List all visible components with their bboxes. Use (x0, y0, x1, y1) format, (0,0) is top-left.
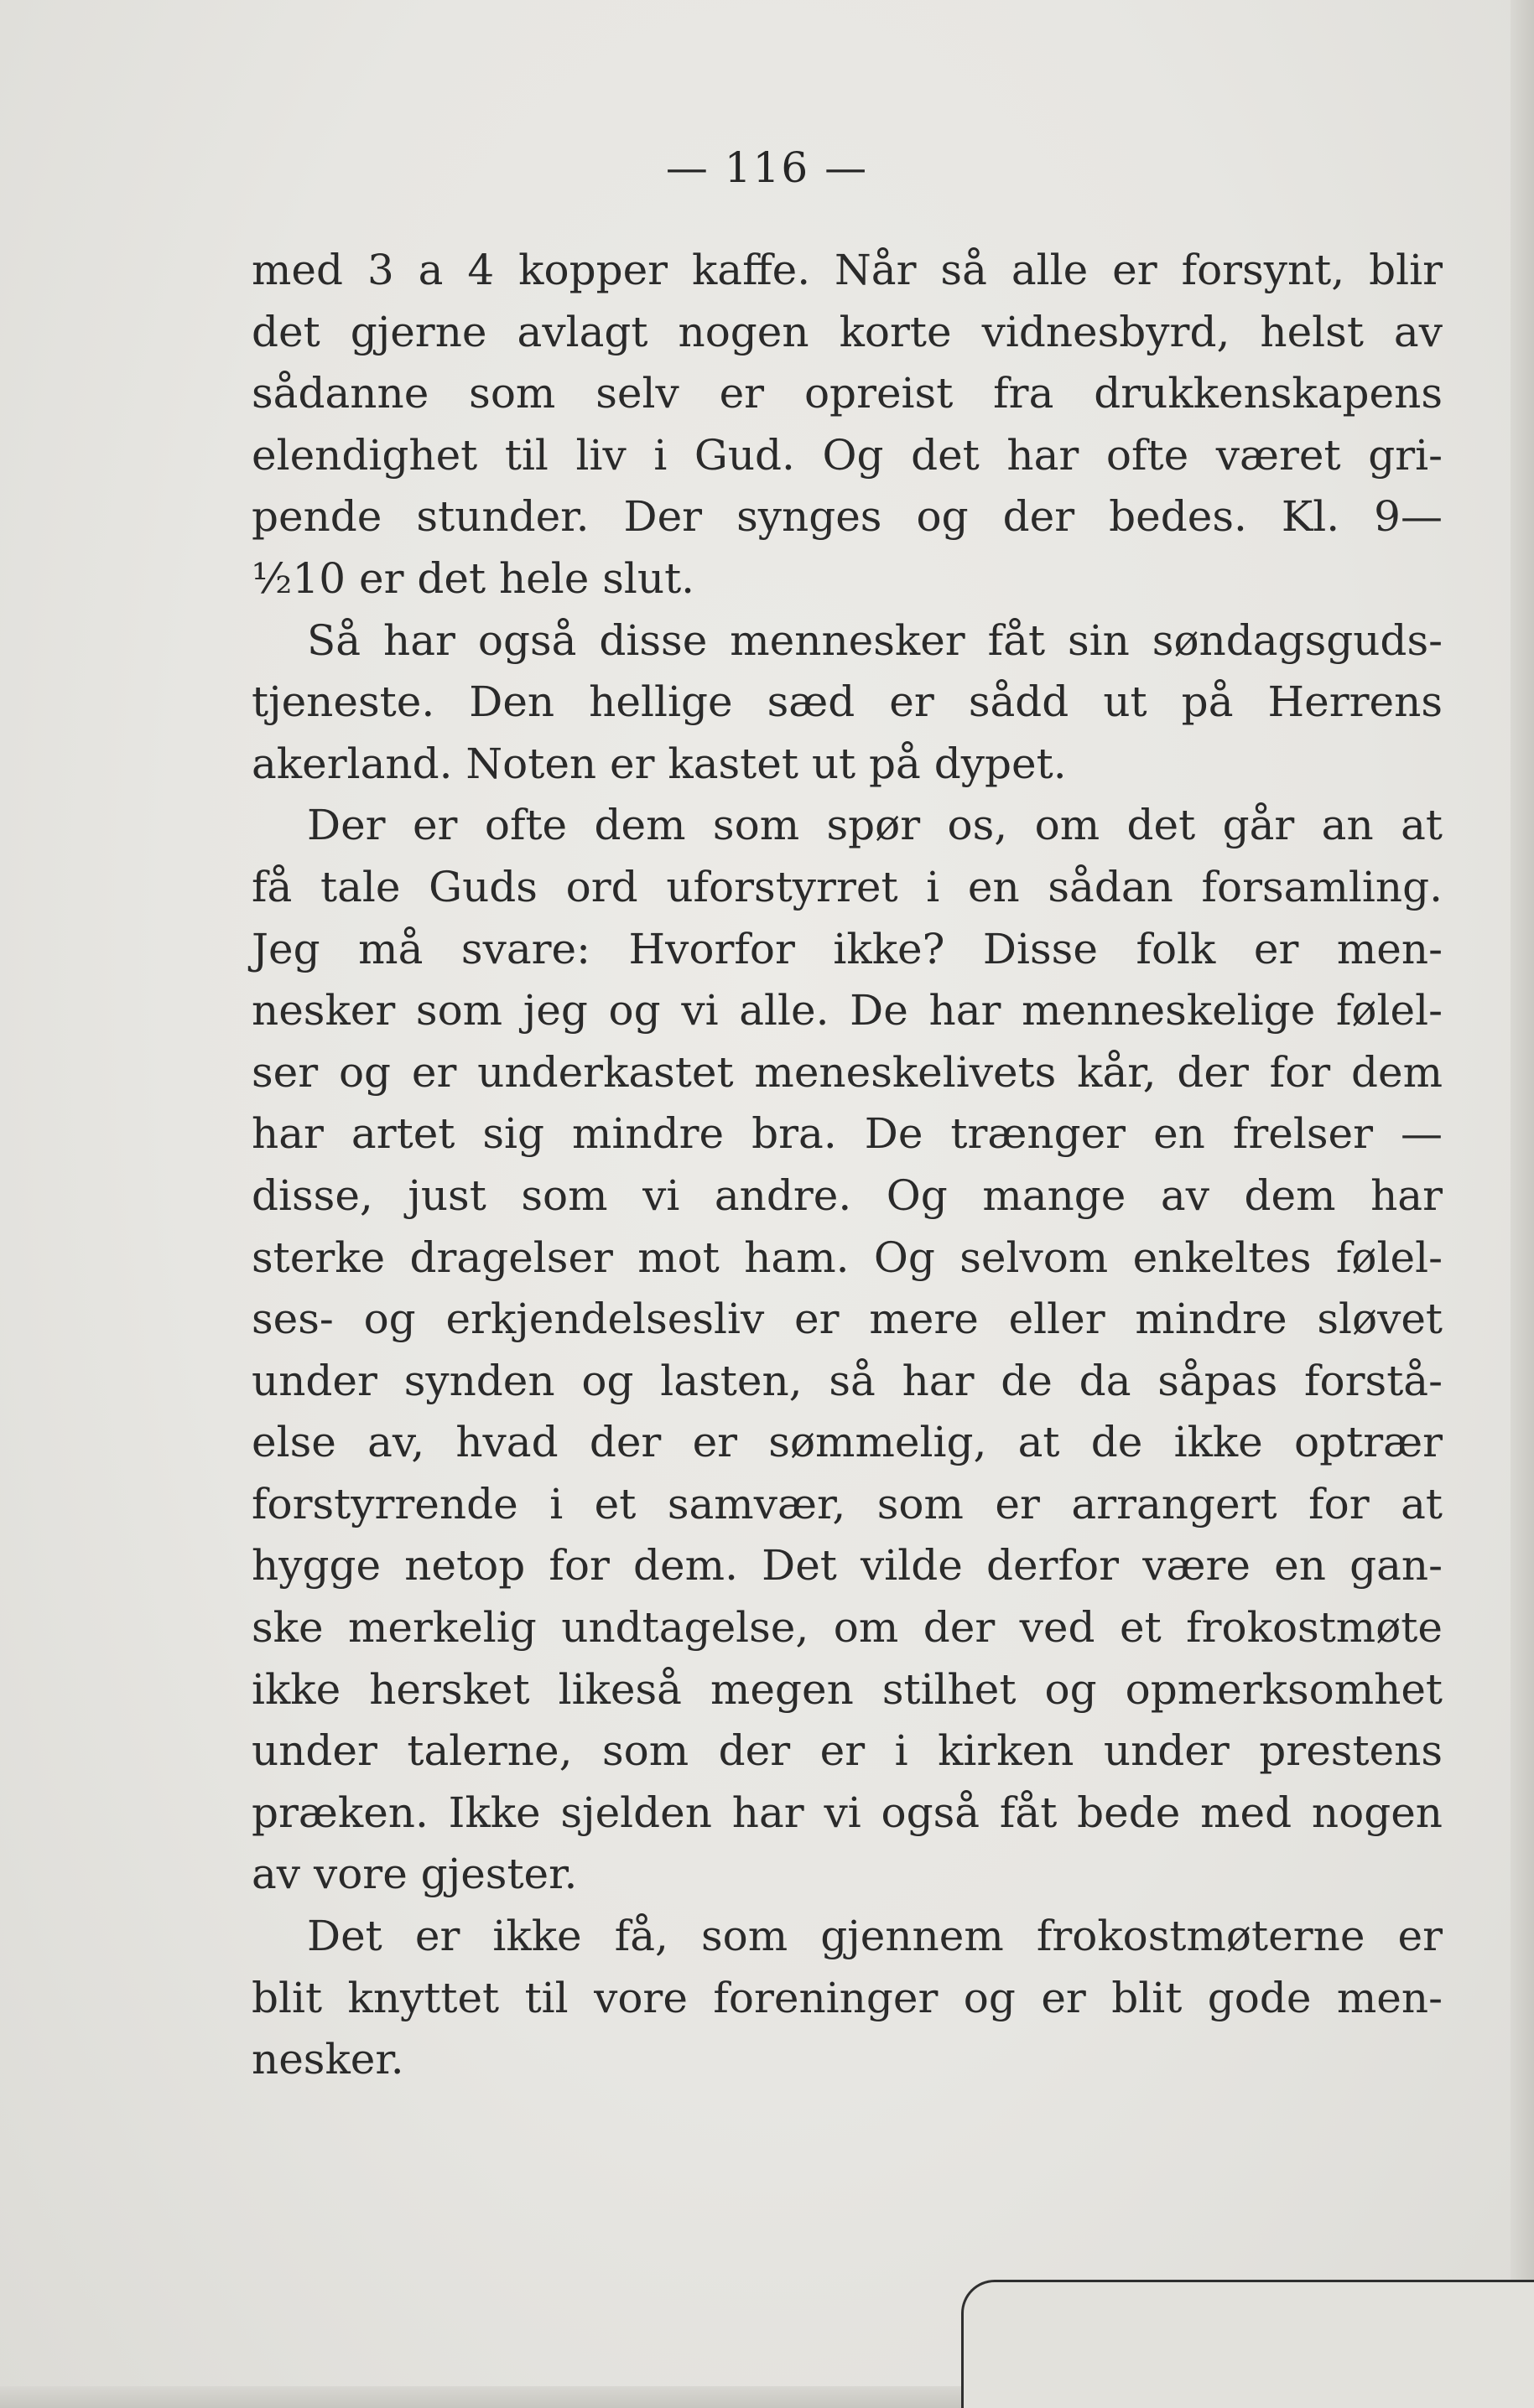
text-line: ser og er underkastet meneskelivets kår, der for dem (252, 1047, 1443, 1097)
text-line: det gjerne avlagt nogen korte vidnesbyrd, helst av (252, 307, 1443, 356)
underlying-sheet-corner (961, 2280, 1534, 2408)
text-line: else av, hvad der er sømmelig, at de ikke optrær (252, 1418, 1443, 1467)
text-line: ses- og erkjendelsesliv er mere eller mindre sløvet (252, 1295, 1443, 1344)
text-line: ikke hersket likeså megen stilhet og opmerksomhet (252, 1664, 1443, 1714)
body-text (252, 240, 1443, 2091)
text-line: Det er ikke få, som gjennem frokostmøterne er (307, 1912, 1443, 1961)
text-line: akerland. Noten er kastet ut på dypet. (252, 739, 1067, 788)
text-line: ½10 er det hele slut. (252, 553, 695, 603)
text-line: har artet sig mindre bra. De trænger en frelser — (252, 1109, 1443, 1159)
text-line: præken. Ikke sjelden har vi også fåt bede med nogen (252, 1788, 1443, 1837)
text-line: tjeneste. Den hellige sæd er sådd ut på Herrens (252, 677, 1443, 727)
text-line: med 3 a 4 kopper kaffe. Når så alle er forsynt, blir (252, 246, 1443, 294)
text-line: pende stunder. Der synges og der bedes. Kl. 9— (252, 492, 1443, 542)
text-line: elendighet til liv i Gud. Og det har ofte været gri- (252, 430, 1443, 480)
text-line: få tale Guds ord uforstyrret i en sådan forsamling. (252, 862, 1443, 911)
text-line: nesker som jeg og vi alle. De har menneskelige følel- (252, 986, 1443, 1035)
text-line: under talerne, som der er i kirken under prestens (252, 1726, 1443, 1776)
text-line: Der er ofte dem som spør os, om det går an at (307, 801, 1443, 850)
text-line: nesker. (252, 2035, 404, 2084)
page-number: — 116 — (665, 143, 869, 192)
text-line: Så har også disse mennesker fåt sin søndagsguds- (307, 615, 1443, 665)
text-line: ske merkelig undtagelse, om der ved et frokostmøte (252, 1603, 1443, 1653)
text-line: av vore gjester. (252, 1850, 578, 1899)
text-line: blit knyttet til vore foreninger og er blit gode men- (252, 1973, 1443, 2022)
text-line: forstyrrende i et samvær, som er arrangert for at (252, 1479, 1443, 1528)
text-line: sådanne som selv er opreist fra drukkenskapens (252, 369, 1443, 418)
text-line: under synden og lasten, så har de da såpas forstå- (252, 1356, 1443, 1405)
text-line: disse, just som vi andre. Og mange av dem har (252, 1170, 1443, 1220)
text-line: sterke dragelser mot ham. Og selvom enkeltes følel- (252, 1233, 1443, 1282)
page-right-edge (1511, 0, 1534, 2408)
text-line: hygge netop for dem. Det vilde derfor være en gan- (252, 1541, 1443, 1591)
text-line: Jeg må svare: Hvorfor ikke? Disse folk er men- (252, 924, 1443, 973)
